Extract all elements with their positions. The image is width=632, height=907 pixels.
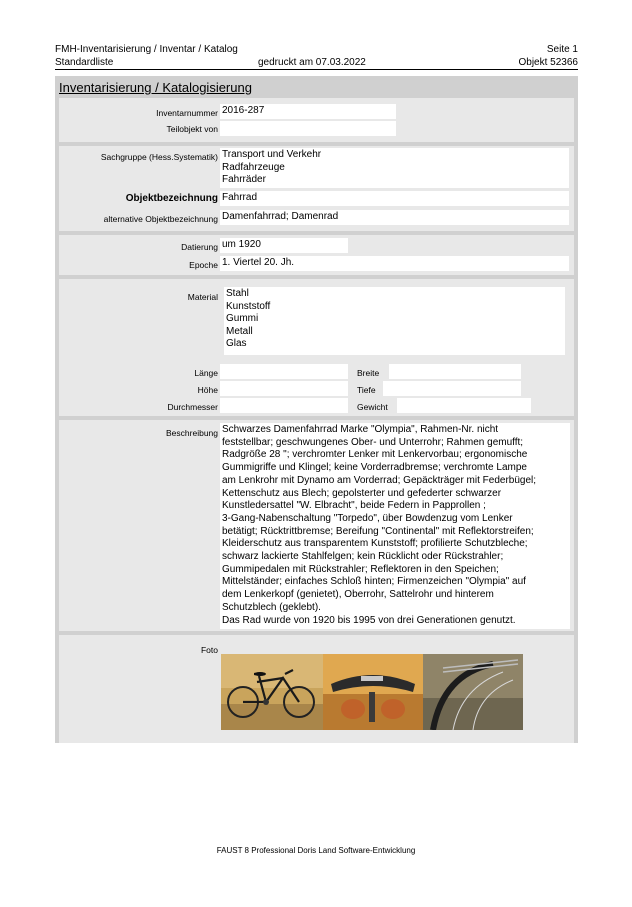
material-value xyxy=(224,287,565,355)
tiefe-value xyxy=(383,381,521,396)
inventarnummer-label: Inventarnummer xyxy=(156,108,218,118)
beschreibung-line: Das Rad wurde von 1920 bis 1995 von drei Generationen genutzt. xyxy=(222,614,516,626)
footer-text: FAUST 8 Professional Doris Land Software-Entwicklung xyxy=(216,846,416,855)
beschreibung-line: 3-Gang-Nabenschaltung "Torpedo", über Bowdenzug vom Lenker xyxy=(222,512,513,524)
section-classification xyxy=(59,146,574,231)
beschreibung-value xyxy=(220,423,570,629)
tiefe-label: Tiefe xyxy=(357,385,376,395)
datierung-label: Datierung xyxy=(181,242,218,252)
list-type: Standardliste xyxy=(55,57,114,68)
beschreibung-label: Beschreibung xyxy=(166,428,218,438)
objektbezeichnung-label: Objektbezeichnung xyxy=(125,193,218,204)
alt-bezeichnung-value: Damenfahrrad; Damenrad xyxy=(220,210,569,225)
print-date: gedruckt am 07.03.2022 xyxy=(258,57,366,68)
material-line: Gummi xyxy=(226,313,259,324)
material-label: Material xyxy=(187,292,218,302)
epoche-value: 1. Viertel 20. Jh. xyxy=(220,256,569,271)
sachgruppe-line: Transport und Verkehr xyxy=(222,149,322,160)
catalog-panel xyxy=(55,76,578,743)
beschreibung-line: am Lenkrohr mit Dynamo am Vorderrad; Gepäckträger mit Federbügel; xyxy=(222,474,537,486)
beschreibung-line: Schwarzes Damenfahrrad Marke "Olympia", Rahmen-Nr. nicht xyxy=(222,424,499,435)
section-dating xyxy=(59,235,574,275)
teilobjekt-label: Teilobjekt von xyxy=(166,124,218,134)
rear-rack-photo xyxy=(423,654,523,730)
beschreibung-line: Gummipedalen mit Rückstrahler; Reflektoren in den Speichen; xyxy=(222,563,499,575)
material-line: Kunststoff xyxy=(226,300,271,312)
beschreibung-line: dem Lenkerkopf (genietet), Oberrohr, Sattelrohr und hinterem xyxy=(222,589,494,601)
durchmesser-value xyxy=(220,398,348,413)
object-number: Objekt 52366 xyxy=(518,57,578,68)
sachgruppe-value xyxy=(220,148,569,188)
page-number: Seite 1 xyxy=(546,44,578,55)
datierung-value: um 1920 xyxy=(220,238,348,253)
section-title: Inventarisierung / Katalogisierung xyxy=(59,80,252,95)
saddle-photo xyxy=(323,654,423,730)
material-line: Stahl xyxy=(226,288,249,299)
epoche-label: Epoche xyxy=(189,260,218,270)
material-line: Metall xyxy=(226,325,253,337)
material-line: Glas xyxy=(226,338,247,349)
beschreibung-line: Schutzblech (geklebt). xyxy=(222,601,321,613)
objektbezeichnung-value: Fahrrad xyxy=(220,191,569,206)
beschreibung-line: schwarz lackierte Stahlfelgen; kein Rücklicht oder Rückstrahler; xyxy=(222,551,504,563)
sachgruppe-label: Sachgruppe (Hess.Systematik) xyxy=(100,152,218,162)
beschreibung-line: Gummigriffe und Klingel; keine Vorderradbremse; verchromte Lampe xyxy=(222,462,527,474)
sachgruppe-line: Radfahrzeuge xyxy=(222,161,285,173)
header-divider xyxy=(55,69,578,70)
alt-bezeichnung-label: alternative Objektbezeichnung xyxy=(103,214,218,224)
teilobjekt-value xyxy=(220,121,396,136)
foto-label: Foto xyxy=(200,645,218,655)
hoehe-label: Höhe xyxy=(197,385,218,395)
breite-value xyxy=(389,364,521,379)
beschreibung-line: Kettenschutz aus Blech; gepolsterter und gefederter schwarzer xyxy=(222,487,502,499)
section-material xyxy=(59,279,574,416)
beschreibung-line: Radgröße 28 "; verchromter Lenker mit Lenkervorbau; ergonomische xyxy=(222,449,528,461)
gewicht-label: Gewicht xyxy=(357,402,388,412)
laenge-value xyxy=(220,364,348,379)
durchmesser-label: Durchmesser xyxy=(167,402,218,412)
laenge-label: Länge xyxy=(194,368,218,378)
beschreibung-line: Kunstledersattel "W. Elbracht", beide Federn in Papprollen ; xyxy=(222,500,486,512)
section-inventory xyxy=(59,98,574,142)
section-description xyxy=(59,420,574,631)
hoehe-value xyxy=(220,381,348,396)
beschreibung-line: Mittelständer; einfaches Schloß hinten; Firmenzeichen "Olympia" auf xyxy=(222,576,526,588)
gewicht-value xyxy=(397,398,531,413)
sachgruppe-line: Fahrräder xyxy=(222,174,266,185)
inventarnummer-value: 2016-287 xyxy=(220,104,396,119)
beschreibung-line: betätigt; Rücktrittbremse; Bereifung "Continental" mit Reflektorstreifen; xyxy=(222,525,534,537)
beschreibung-line: Kleiderschutz aus transparentem Kunststoff; profilierte Schutzbleche; xyxy=(222,538,528,550)
report-title: FMH-Inventarisierung / Inventar / Katalog xyxy=(55,44,238,55)
breite-label: Breite xyxy=(357,368,380,378)
bicycle-photo xyxy=(221,654,323,730)
beschreibung-line: feststellbar; geschwungenes Ober- und Unterrohr; Rahmen gemufft; xyxy=(222,436,524,448)
